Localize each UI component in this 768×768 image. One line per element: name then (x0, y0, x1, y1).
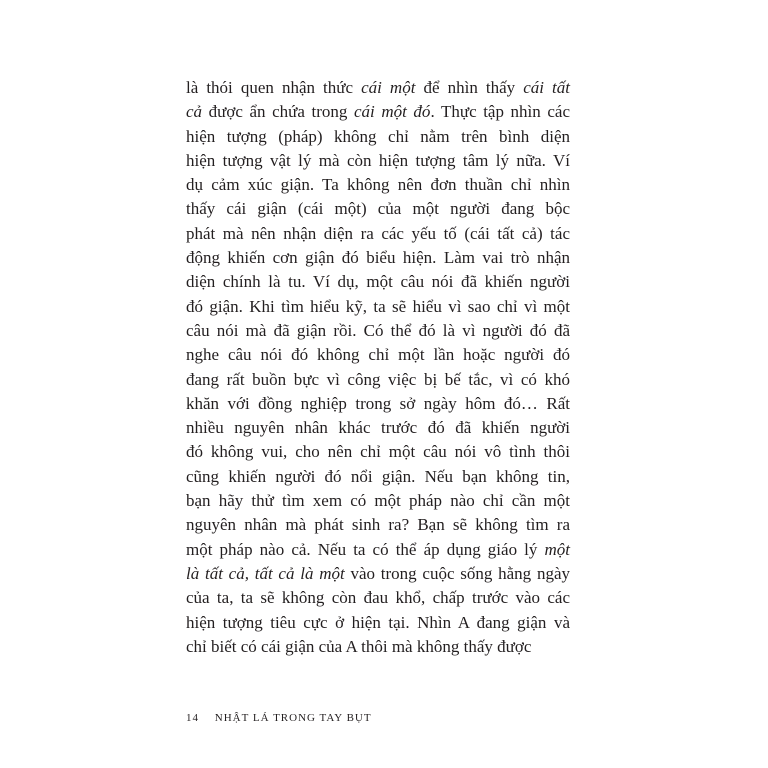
text-run: nguyên nhân mà phát sinh ra? Bạn sẽ không tìm ra (186, 515, 570, 535)
text-line (186, 76, 570, 100)
text-run: diện chính là tu. Ví dụ, một câu nói đã khiến người (186, 272, 570, 292)
text-line (186, 465, 570, 489)
text-line (186, 222, 570, 246)
text-run: hiện tượng vật lý mà còn hiện tượng tâm lý nữa. Ví (186, 150, 570, 170)
text-run: vào trong cuộc sống hằng ngày (344, 563, 570, 583)
text-line (186, 416, 570, 440)
page-number: 14 (186, 712, 199, 724)
text-run: khăn với đồng nghiệp trong sở ngày hôm đó… Rất (186, 393, 570, 413)
text-line (186, 513, 570, 537)
text-line (186, 538, 570, 562)
text-line (186, 270, 570, 294)
text-run: nghe câu nói đó không chỉ một lần hoặc người đó (186, 345, 570, 365)
text-run: câu nói mà đã giận rồi. Có thể đó là vì người đó đã (186, 320, 570, 340)
text-run: hiện tượng (pháp) không chỉ nằm trên bình diện (186, 126, 570, 146)
text-line (186, 295, 570, 319)
text-run: bạn hãy thử tìm xem có một pháp nào chỉ cần một (186, 491, 570, 511)
text-line (186, 197, 570, 221)
text-run: để nhìn thấy (415, 78, 524, 97)
text-line (186, 392, 570, 416)
text-run: . Thực tập nhìn các (430, 102, 571, 122)
text-run: của ta, ta sẽ không còn đau khổ, chấp trước vào các (186, 588, 570, 608)
text-line (186, 611, 570, 635)
italic-text: cái tất (523, 78, 570, 97)
text-line (186, 635, 570, 659)
italic-text: cái một đó (353, 102, 431, 122)
italic-text: một (544, 539, 570, 559)
text-run: động khiến cơn giận đó biểu hiện. Làm vai trò nhận (186, 248, 570, 268)
italic-text: là tất cả, tất cả là một (186, 563, 345, 583)
text-run: hiện tượng tiêu cực ở hiện tại. Nhìn A đang giận và (186, 612, 570, 632)
text-run: cũng khiến người đó nổi giận. Nếu bạn không tin, (186, 466, 570, 486)
text-line (186, 368, 570, 392)
text-line (186, 100, 570, 124)
text-run: thấy cái giận (cái một) của một người đang bộc (186, 199, 570, 219)
italic-text: cái một (361, 78, 416, 97)
text-line (186, 343, 570, 367)
text-run: phát mà nên nhận diện ra các yếu tố (cái tất cả) tác (186, 223, 570, 243)
running-head-title: NHẬT LÁ TRONG TAY BỤT (214, 712, 372, 724)
text-run: là thói quen nhận thức (186, 78, 362, 97)
page-footer (186, 712, 372, 724)
text-run: được ẩn chứa trong (202, 102, 354, 122)
text-run: dụ cảm xúc giận. Ta không nên đơn thuần chỉ nhìn (186, 175, 570, 195)
text-run: chỉ biết có cái giận của A thôi mà không thấy được (186, 636, 532, 656)
body-text (186, 76, 570, 659)
text-line (186, 149, 570, 173)
text-run: đó giận. Khi tìm hiểu kỹ, ta sẽ hiểu vì sao chỉ vì một (186, 296, 570, 316)
text-line (186, 125, 570, 149)
text-run: nhiều nguyên nhân khác trước đó đã khiến người (186, 418, 570, 438)
text-line (186, 489, 570, 513)
text-run: đó không vui, cho nên chỉ một câu nói vô tình thôi (186, 442, 570, 462)
text-run: đang rất buồn bực vì công việc bị bế tắc, vì có khó (186, 369, 570, 389)
text-run: một pháp nào cả. Nếu ta có thể áp dụng giáo lý (186, 539, 545, 559)
text-line (186, 586, 570, 610)
text-line (186, 246, 570, 270)
text-line (186, 173, 570, 197)
text-line (186, 440, 570, 464)
italic-text: cả (186, 102, 203, 122)
text-line (186, 319, 570, 343)
text-line (186, 562, 570, 586)
